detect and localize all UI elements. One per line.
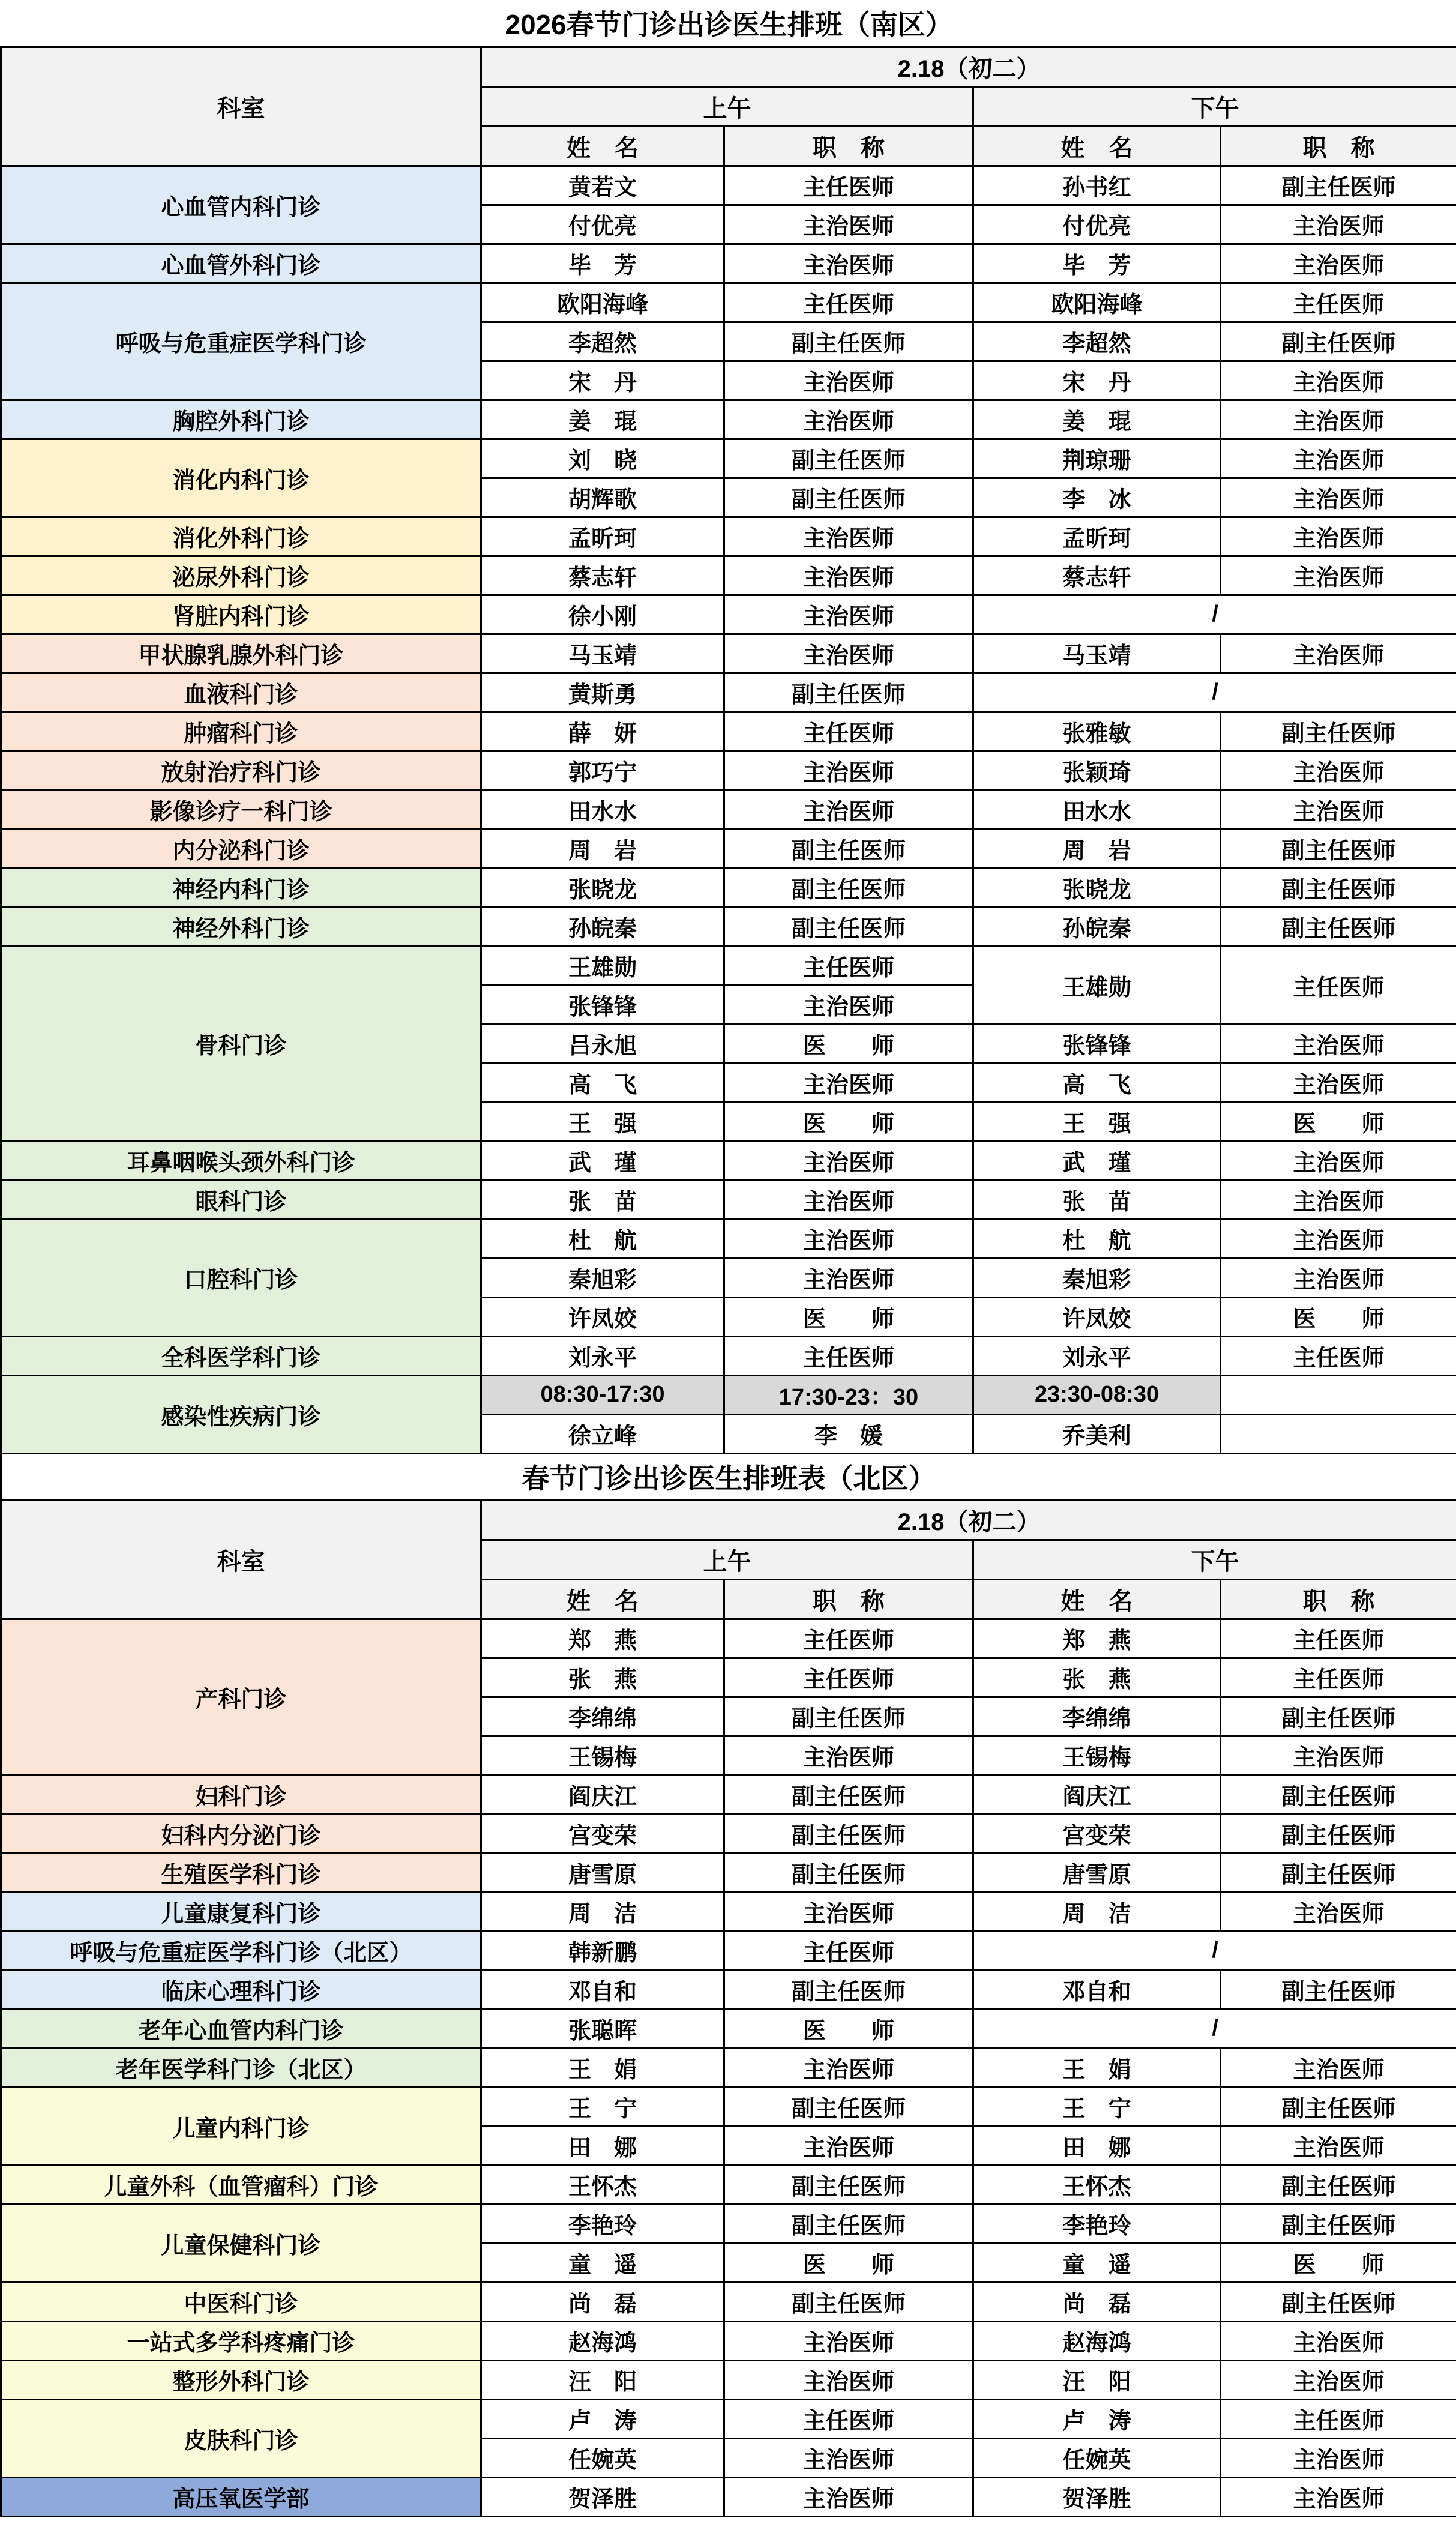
doctor-name-cell: 张晓龙 [973, 868, 1221, 907]
doctor-title-cell: 主任医师 [1221, 946, 1456, 1024]
department-cell: 胸腔外科门诊 [1, 400, 481, 439]
table-title-north: 春节门诊出诊医生排班表（北区） [1, 1453, 1456, 1500]
doctor-title-cell: 副主任医师 [1221, 2282, 1456, 2321]
dept-column-header: 科室 [1, 47, 481, 166]
doctor-name-cell: 姜 琨 [481, 400, 724, 439]
department-cell: 一站式多学科疼痛门诊 [1, 2321, 481, 2360]
doctor-name-cell: 李艳玲 [973, 2204, 1221, 2243]
doctor-title-cell: 主治医师 [724, 595, 973, 634]
doctor-title-cell: 主治医师 [724, 2126, 973, 2165]
doctor-title-cell: 医 师 [724, 2243, 973, 2282]
doctor-name-cell: 阎庆江 [481, 1775, 724, 1814]
doctor-name-cell: 徐立峰 [481, 1414, 724, 1453]
doctor-name-cell: 张雅敏 [973, 712, 1221, 751]
shift-time-cell: 23:30-08:30 [973, 1375, 1221, 1414]
department-cell: 消化外科门诊 [1, 517, 481, 556]
title-column-header: 职 称 [724, 126, 973, 166]
doctor-title-cell: 主治医师 [1221, 1141, 1456, 1180]
department-cell: 神经内科门诊 [1, 868, 481, 907]
doctor-title-cell: 副主任医师 [724, 907, 973, 946]
doctor-name-cell: 尚 磊 [481, 2282, 724, 2321]
doctor-name-cell: 宫变荣 [481, 1814, 724, 1853]
doctor-title-cell: 医 师 [724, 1102, 973, 1141]
doctor-name-cell: 高 飞 [481, 1063, 724, 1102]
doctor-title-cell: 主治医师 [724, 1258, 973, 1297]
doctor-name-cell: 蔡志轩 [973, 556, 1221, 595]
department-cell: 消化内科门诊 [1, 439, 481, 517]
doctor-title-cell: 主任医师 [724, 1931, 973, 1970]
doctor-title-cell: 主治医师 [724, 556, 973, 595]
doctor-name-cell: 张 苗 [481, 1180, 724, 1219]
doctor-name-cell: 周 洁 [973, 1892, 1221, 1931]
doctor-name-cell: 薛 妍 [481, 712, 724, 751]
doctor-name-cell: 孙皖秦 [481, 907, 724, 946]
doctor-name-cell: 王 强 [481, 1102, 724, 1141]
department-cell: 血液科门诊 [1, 673, 481, 712]
doctor-name-cell: 张 苗 [973, 1180, 1221, 1219]
doctor-title-cell: 主治医师 [1221, 1736, 1456, 1775]
doctor-title-cell: 副主任医师 [724, 1970, 973, 2009]
doctor-name-cell: 赵海鸿 [973, 2321, 1221, 2360]
doctor-name-cell: 黄若文 [481, 166, 724, 205]
doctor-name-cell: 王雄勋 [481, 946, 724, 985]
doctor-title-cell: 副主任医师 [1221, 1814, 1456, 1853]
doctor-name-cell: 李绵绵 [973, 1697, 1221, 1736]
doctor-title-cell: 副主任医师 [724, 1814, 973, 1853]
doctor-name-cell: 李绵绵 [481, 1697, 724, 1736]
date-header: 2.18（初二） [481, 1500, 1456, 1540]
doctor-title-cell: 副主任医师 [724, 829, 973, 868]
doctor-name-cell: 张锋锋 [973, 1024, 1221, 1063]
doctor-title-cell: 主治医师 [724, 2321, 973, 2360]
doctor-title-cell: 主治医师 [724, 361, 973, 400]
doctor-name-cell: 马玉靖 [481, 634, 724, 673]
doctor-name-cell: 吕永旭 [481, 1024, 724, 1063]
doctor-name-cell: 王锡梅 [973, 1736, 1221, 1775]
department-cell: 心血管内科门诊 [1, 166, 481, 244]
doctor-name-cell: 王 娟 [973, 2048, 1221, 2087]
afternoon-header: 下午 [973, 86, 1456, 126]
doctor-name-cell: 秦旭彩 [481, 1258, 724, 1297]
doctor-title-cell: 副主任医师 [724, 2087, 973, 2126]
doctor-title-cell: 副主任医师 [724, 1853, 973, 1892]
doctor-title-cell: 主治医师 [1221, 439, 1456, 478]
doctor-title-cell: 主治医师 [1221, 2321, 1456, 2360]
doctor-title-cell: 主治医师 [724, 985, 973, 1024]
doctor-name-cell: 李 媛 [724, 1414, 973, 1453]
doctor-name-cell: 贺泽胜 [481, 2477, 724, 2516]
department-cell: 全科医学科门诊 [1, 1336, 481, 1375]
doctor-name-cell: 童 遥 [481, 2243, 724, 2282]
doctor-title-cell: 主治医师 [724, 1892, 973, 1931]
doctor-title-cell: 主治医师 [724, 790, 973, 829]
doctor-title-cell: 主治医师 [1221, 205, 1456, 244]
doctor-name-cell: 徐小刚 [481, 595, 724, 634]
doctor-name-cell: 高 飞 [973, 1063, 1221, 1102]
department-cell: 皮肤科门诊 [1, 2399, 481, 2477]
doctor-name-cell: 张锋锋 [481, 985, 724, 1024]
doctor-title-cell: 主治医师 [1221, 1024, 1456, 1063]
doctor-title-cell: 主治医师 [724, 2048, 973, 2087]
doctor-name-cell: 卢 涛 [481, 2399, 724, 2438]
doctor-name-cell: 王 宁 [973, 2087, 1221, 2126]
department-cell: 肿瘤科门诊 [1, 712, 481, 751]
doctor-title-cell: 副主任医师 [724, 478, 973, 517]
empty-cell [1221, 1414, 1456, 1453]
doctor-name-cell: 武 瑾 [481, 1141, 724, 1180]
doctor-name-cell: 郭巧宁 [481, 751, 724, 790]
doctor-title-cell: 主治医师 [1221, 2126, 1456, 2165]
doctor-name-cell: 尚 磊 [973, 2282, 1221, 2321]
doctor-title-cell: 主治医师 [724, 1180, 973, 1219]
doctor-name-cell: 欧阳海峰 [481, 283, 724, 322]
doctor-title-cell: 副主任医师 [724, 2204, 973, 2243]
doctor-name-cell: 邓自和 [481, 1970, 724, 2009]
doctor-title-cell: 主治医师 [724, 400, 973, 439]
doctor-title-cell: 主治医师 [724, 244, 973, 283]
doctor-title-cell: 主任医师 [1221, 2399, 1456, 2438]
doctor-name-cell: 郑 燕 [481, 1619, 724, 1658]
department-cell: 儿童外科（血管瘤科）门诊 [1, 2165, 481, 2204]
doctor-name-cell: 周 洁 [481, 1892, 724, 1931]
doctor-name-cell: 胡辉歌 [481, 478, 724, 517]
department-cell: 心血管外科门诊 [1, 244, 481, 283]
department-cell: 放射治疗科门诊 [1, 751, 481, 790]
doctor-title-cell: 主治医师 [724, 517, 973, 556]
doctor-title-cell: 主治医师 [1221, 1892, 1456, 1931]
doctor-title-cell: 主治医师 [724, 205, 973, 244]
doctor-title-cell: 主任医师 [724, 283, 973, 322]
doctor-name-cell: 王 强 [973, 1102, 1221, 1141]
doctor-name-cell: 王雄勋 [973, 946, 1221, 1024]
doctor-name-cell: 许凤姣 [481, 1297, 724, 1336]
doctor-name-cell: 马玉靖 [973, 634, 1221, 673]
doctor-name-cell: 刘永平 [481, 1336, 724, 1375]
doctor-name-cell: 郑 燕 [973, 1619, 1221, 1658]
doctor-title-cell: 医 师 [1221, 1102, 1456, 1141]
doctor-title-cell: 副主任医师 [724, 868, 973, 907]
doctor-name-cell: 宋 丹 [481, 361, 724, 400]
doctor-title-cell: 副主任医师 [1221, 1853, 1456, 1892]
department-cell: 眼科门诊 [1, 1180, 481, 1219]
doctor-title-cell: 主治医师 [1221, 478, 1456, 517]
doctor-name-cell: 王怀杰 [481, 2165, 724, 2204]
department-cell: 肾脏内科门诊 [1, 595, 481, 634]
table-title-south: 2026春节门诊出诊医生排班（南区） [1, 0, 1456, 47]
doctor-title-cell: 医 师 [724, 1297, 973, 1336]
doctor-title-cell: 主任医师 [1221, 283, 1456, 322]
doctor-title-cell: 副主任医师 [1221, 1970, 1456, 2009]
doctor-title-cell: 副主任医师 [1221, 1697, 1456, 1736]
department-cell: 骨科门诊 [1, 946, 481, 1141]
doctor-title-cell: 副主任医师 [1221, 2165, 1456, 2204]
shift-time-cell: 17:30-23：30 [724, 1375, 973, 1414]
doctor-title-cell: 主任医师 [724, 2399, 973, 2438]
doctor-title-cell: 主治医师 [724, 2438, 973, 2477]
department-cell: 妇科内分泌门诊 [1, 1814, 481, 1853]
doctor-title-cell: 主治医师 [1221, 790, 1456, 829]
department-cell: 甲状腺乳腺外科门诊 [1, 634, 481, 673]
doctor-title-cell: 副主任医师 [1221, 1775, 1456, 1814]
doctor-title-cell: 副主任医师 [724, 439, 973, 478]
doctor-title-cell: 副主任医师 [724, 1775, 973, 1814]
doctor-name-cell: 刘 晓 [481, 439, 724, 478]
doctor-name-cell: 阎庆江 [973, 1775, 1221, 1814]
department-cell: 儿童保健科门诊 [1, 2204, 481, 2282]
doctor-name-cell: 孟昕珂 [973, 517, 1221, 556]
department-cell: 妇科门诊 [1, 1775, 481, 1814]
doctor-title-cell: 主任医师 [1221, 1619, 1456, 1658]
doctor-title-cell: 副主任医师 [1221, 2087, 1456, 2126]
doctor-title-cell: 主治医师 [1221, 2438, 1456, 2477]
doctor-title-cell: 医 师 [724, 2009, 973, 2048]
doctor-name-cell: 李艳玲 [481, 2204, 724, 2243]
department-cell: 产科门诊 [1, 1619, 481, 1775]
doctor-name-cell: 张晓龙 [481, 868, 724, 907]
doctor-title-cell: 主任医师 [724, 1619, 973, 1658]
doctor-title-cell: 主任医师 [1221, 1658, 1456, 1697]
doctor-name-cell: 张聪晖 [481, 2009, 724, 2048]
doctor-name-cell: 任婉英 [973, 2438, 1221, 2477]
doctor-title-cell: 主治医师 [724, 2477, 973, 2516]
doctor-title-cell: 主治医师 [1221, 2477, 1456, 2516]
doctor-title-cell: 副主任医师 [1221, 712, 1456, 751]
doctor-title-cell: 主治医师 [724, 1063, 973, 1102]
doctor-name-cell: 宋 丹 [973, 361, 1221, 400]
doctor-title-cell: 医 师 [1221, 2243, 1456, 2282]
department-cell: 呼吸与危重症医学科门诊（北区） [1, 1931, 481, 1970]
doctor-name-cell: 张 燕 [973, 1658, 1221, 1697]
department-cell: 临床心理科门诊 [1, 1970, 481, 2009]
doctor-name-cell: 荆琼珊 [973, 439, 1221, 478]
doctor-name-cell: 孙皖秦 [973, 907, 1221, 946]
doctor-name-cell: 汪 阳 [973, 2360, 1221, 2399]
shift-time-cell: 08:30-17:30 [481, 1375, 724, 1414]
doctor-name-cell: 许凤姣 [973, 1297, 1221, 1336]
doctor-name-cell: 孙书红 [973, 166, 1221, 205]
unavailable-cell: / [973, 595, 1456, 634]
doctor-name-cell: 李超然 [481, 322, 724, 361]
department-cell: 老年医学科门诊（北区） [1, 2048, 481, 2087]
doctor-name-cell: 杜 航 [973, 1219, 1221, 1258]
department-cell: 高压氧医学部 [1, 2477, 481, 2516]
schedule-section-north [1, 1453, 1456, 2516]
doctor-title-cell: 副主任医师 [1221, 907, 1456, 946]
doctor-name-cell: 田水水 [481, 790, 724, 829]
date-header: 2.18（初二） [481, 47, 1456, 86]
doctor-title-cell: 主任医师 [724, 712, 973, 751]
department-cell: 口腔科门诊 [1, 1219, 481, 1336]
doctor-name-cell: 姜 琨 [973, 400, 1221, 439]
doctor-name-cell: 李超然 [973, 322, 1221, 361]
department-cell: 内分泌科门诊 [1, 829, 481, 868]
unavailable-cell: / [973, 2009, 1456, 2048]
doctor-title-cell: 主治医师 [1221, 2360, 1456, 2399]
name-column-header: 姓 名 [973, 126, 1221, 166]
doctor-title-cell: 主治医师 [724, 2360, 973, 2399]
doctor-title-cell: 副主任医师 [1221, 166, 1456, 205]
unavailable-cell: / [973, 673, 1456, 712]
department-cell: 影像诊疗一科门诊 [1, 790, 481, 829]
doctor-title-cell: 主治医师 [1221, 1180, 1456, 1219]
doctor-title-cell: 主治医师 [1221, 244, 1456, 283]
doctor-name-cell: 田水水 [973, 790, 1221, 829]
doctor-name-cell: 王怀杰 [973, 2165, 1221, 2204]
doctor-title-cell: 主治医师 [1221, 2048, 1456, 2087]
doctor-title-cell: 主任医师 [1221, 1336, 1456, 1375]
doctor-name-cell: 刘永平 [973, 1336, 1221, 1375]
doctor-name-cell: 黄斯勇 [481, 673, 724, 712]
doctor-name-cell: 周 岩 [973, 829, 1221, 868]
doctor-name-cell: 毕 芳 [481, 244, 724, 283]
doctor-title-cell: 主治医师 [724, 634, 973, 673]
doctor-name-cell: 杜 航 [481, 1219, 724, 1258]
doctor-title-cell: 副主任医师 [1221, 829, 1456, 868]
name-column-header: 姓 名 [973, 1579, 1221, 1619]
doctor-name-cell: 付优亮 [481, 205, 724, 244]
department-cell: 耳鼻咽喉头颈外科门诊 [1, 1141, 481, 1180]
name-column-header: 姓 名 [481, 1579, 724, 1619]
name-column-header: 姓 名 [481, 126, 724, 166]
title-column-header: 职 称 [1221, 126, 1456, 166]
doctor-title-cell: 主治医师 [724, 1219, 973, 1258]
schedule-section-south [1, 0, 1456, 1453]
morning-header: 上午 [481, 86, 973, 126]
doctor-title-cell: 副主任医师 [724, 2282, 973, 2321]
doctor-name-cell: 唐雪原 [481, 1853, 724, 1892]
doctor-name-cell: 乔美利 [973, 1414, 1221, 1453]
doctor-title-cell: 医 师 [724, 1024, 973, 1063]
doctor-name-cell: 宫变荣 [973, 1814, 1221, 1853]
title-column-header: 职 称 [1221, 1579, 1456, 1619]
doctor-name-cell: 任婉英 [481, 2438, 724, 2477]
department-cell: 生殖医学科门诊 [1, 1853, 481, 1892]
doctor-title-cell: 副主任医师 [724, 2165, 973, 2204]
doctor-name-cell: 唐雪原 [973, 1853, 1221, 1892]
doctor-name-cell: 邓自和 [973, 1970, 1221, 2009]
doctor-title-cell: 主任医师 [724, 1336, 973, 1375]
department-cell: 神经外科门诊 [1, 907, 481, 946]
doctor-name-cell: 秦旭彩 [973, 1258, 1221, 1297]
doctor-name-cell: 欧阳海峰 [973, 283, 1221, 322]
doctor-title-cell: 主治医师 [1221, 1219, 1456, 1258]
doctor-title-cell: 副主任医师 [724, 673, 973, 712]
doctor-title-cell: 主任医师 [724, 946, 973, 985]
doctor-title-cell: 主治医师 [1221, 556, 1456, 595]
doctor-title-cell: 副主任医师 [1221, 868, 1456, 907]
doctor-title-cell: 主治医师 [1221, 634, 1456, 673]
doctor-name-cell: 王锡梅 [481, 1736, 724, 1775]
doctor-title-cell: 主治医师 [1221, 1063, 1456, 1102]
doctor-title-cell: 主任医师 [724, 1658, 973, 1697]
doctor-title-cell: 副主任医师 [724, 1697, 973, 1736]
doctor-name-cell: 王 娟 [481, 2048, 724, 2087]
department-cell: 感染性疾病门诊 [1, 1375, 481, 1453]
doctor-title-cell: 医 师 [1221, 1297, 1456, 1336]
doctor-title-cell: 主治医师 [1221, 400, 1456, 439]
empty-cell [1221, 1375, 1456, 1414]
department-cell: 整形外科门诊 [1, 2360, 481, 2399]
doctor-name-cell: 赵海鸿 [481, 2321, 724, 2360]
title-column-header: 职 称 [724, 1579, 973, 1619]
doctor-title-cell: 副主任医师 [1221, 2204, 1456, 2243]
department-cell: 儿童康复科门诊 [1, 1892, 481, 1931]
doctor-name-cell: 王 宁 [481, 2087, 724, 2126]
department-cell: 泌尿外科门诊 [1, 556, 481, 595]
doctor-name-cell: 田 娜 [973, 2126, 1221, 2165]
doctor-name-cell: 韩新鹏 [481, 1931, 724, 1970]
doctor-title-cell: 主治医师 [1221, 751, 1456, 790]
doctor-name-cell: 武 瑾 [973, 1141, 1221, 1180]
doctor-name-cell: 卢 涛 [973, 2399, 1221, 2438]
doctor-name-cell: 张 燕 [481, 1658, 724, 1697]
doctor-title-cell: 主任医师 [724, 166, 973, 205]
doctor-name-cell: 张颖琦 [973, 751, 1221, 790]
doctor-name-cell: 汪 阳 [481, 2360, 724, 2399]
afternoon-header: 下午 [973, 1540, 1456, 1579]
doctor-title-cell: 副主任医师 [1221, 322, 1456, 361]
doctor-name-cell: 周 岩 [481, 829, 724, 868]
department-cell: 老年心血管内科门诊 [1, 2009, 481, 2048]
doctor-name-cell: 童 遥 [973, 2243, 1221, 2282]
doctor-title-cell: 主治医师 [724, 1736, 973, 1775]
doctor-name-cell: 李 冰 [973, 478, 1221, 517]
doctor-title-cell: 主治医师 [1221, 1258, 1456, 1297]
doctor-title-cell: 主治医师 [724, 1141, 973, 1180]
doctor-name-cell: 孟昕珂 [481, 517, 724, 556]
doctor-title-cell: 主治医师 [1221, 361, 1456, 400]
department-cell: 儿童内科门诊 [1, 2087, 481, 2165]
department-cell: 中医科门诊 [1, 2282, 481, 2321]
dept-column-header: 科室 [1, 1500, 481, 1619]
doctor-name-cell: 贺泽胜 [973, 2477, 1221, 2516]
doctor-name-cell: 田 娜 [481, 2126, 724, 2165]
doctor-name-cell: 蔡志轩 [481, 556, 724, 595]
unavailable-cell: / [973, 1931, 1456, 1970]
doctor-name-cell: 付优亮 [973, 205, 1221, 244]
doctor-title-cell: 主治医师 [724, 751, 973, 790]
department-cell: 呼吸与危重症医学科门诊 [1, 283, 481, 400]
doctor-title-cell: 主治医师 [1221, 517, 1456, 556]
doctor-title-cell: 副主任医师 [724, 322, 973, 361]
morning-header: 上午 [481, 1540, 973, 1579]
doctor-name-cell: 毕 芳 [973, 244, 1221, 283]
